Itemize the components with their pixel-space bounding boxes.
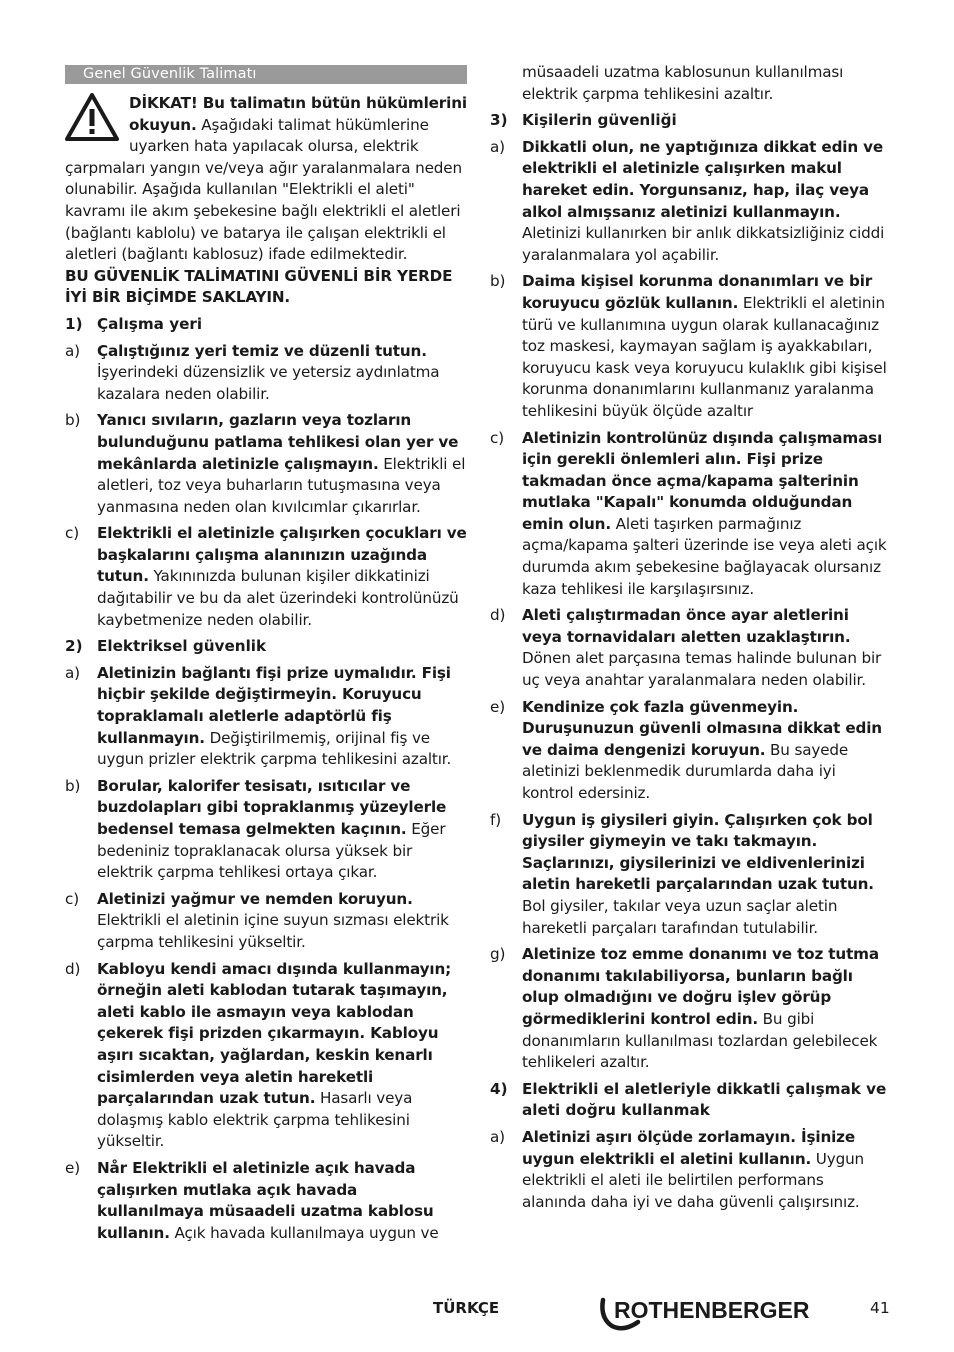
item-4a: a) Aletinizi aşırı ölçüde zorlamayın. İşinize uygun elektrikli el aletini kullanın. Uygun elektrikli el aleti ile belirtilen performans alanında daha iyi ve daha güvenli çalışırsınız.: [490, 1127, 865, 1211]
item-1b: b) Yanıcı sıvıların, gazların veya tozların bulunduğunu patlama tehlikesi olan yer ve mekânlarda aletinizle çalışmayın. Elektrikli el aletleri, toz veya buharların tutuşmasına veya yanmasına neden olan kıvılcımlar çıkarırlar.: [65, 411, 466, 516]
item-1c: c) Elektrikli el aletinizle çalışırken çocukları ve başkalarını çalışma alanınızın uzağında tutun. Yakınınızda bulunan kişiler dikkatinizi dağıtabilir ve bu da alet üzerindeki kontrolünüzü kaybetmenize neden olabilir.: [65, 524, 467, 629]
item-3g: g) Aletinize toz emme donanımı ve toz tutma donanımı takılabiliyorsa, bunların bağlı olup olmadığını ve doğru işlev görüp görmediklerini kontrol edin. Bu gibi donanımların kullanılması tozlardan gelebilecek tehlikeleri azaltır.: [490, 945, 879, 1072]
item-3b: b) Daima kişisel korunma donanımları ve bir koruyucu gözlük kullanın. Elektrikli el aletinin türü ve kullanımına uygun olarak kullanacağınız toz maskesi, kaymayan sağlam iş ayakkabıları, koruyucu kask veya koruyucu kulaklık gibi kişisel korunma donanımlarını kullanmanız yaralanma tehlikesini büyük ölçüde azaltır: [490, 272, 887, 420]
warning-text: DİKKAT! Bu talimatın bütün hükümlerini okuyun. Aşağıdaki talimat hükümlerine uyarken hata yapılacak olursa, elektrik çarpmaları yangın ve/veya ağır yaralanmalara neden olunabilir. Aşağıda kullanılan "Elektrikli el aleti" kavramı ile akım şebekesine bağlı elektrikli el aletleri (bağlantı kablolu) ve batarya ile çalışan elektrikli el aletleri (bağlantı kablosuz) ifade edilmektedir.: [65, 94, 467, 264]
footer-language: TÜRKÇE: [433, 1299, 500, 1317]
item-3d: d) Aleti çalıştırmadan önce ayar aletlerini veya tornavidaları aletten uzaklaştırın. Dönen alet parçasına temas halinde bulunan bir uç veya anahtar yaralanmalara neden olabilir.: [490, 606, 882, 690]
left-column: [65, 62, 467, 1244]
page-number: 41: [870, 1299, 890, 1317]
item-2b: b) Borular, kalorifer tesisatı, ısıtıcılar ve buzdolapları gibi topraklanmış yüzeylerle bedensel temasa gelmekten kaçının. Eğer bedeniniz topraklanacak olursa yüksek bir elektrik çarpma tehlikesi ortaya çıkar.: [65, 776, 447, 882]
brand-logo: [598, 1292, 838, 1334]
section-1-heading: 1) Çalışma yeri: [65, 314, 203, 333]
item-3c: c) Aletinizin kontrolünüz dışında çalışmaması için gerekli önlemleri alın. Fişi prize takmadan önce açma/kapama şalterinin mutlaka "Kapalı" konumda olduğundan emin olun. Aleti taşırken parmağınız açma/kapama şalteri üzerinde ise veya aleti açık durumda akım şebekesine bağlayacak olursanız kaza tehlikesi ile karşılaşırsınız.: [490, 428, 887, 598]
keep-instructions: BU GÜVENLİK TALİMATINI GÜVENLİ BİR YERDE İYİ BİR BİÇİMDE SAKLAYIN.: [65, 266, 453, 307]
item-2a: a) Aletinizin bağlantı fişi prize uymalıdır. Fişi hiçbir şekilde değiştirmeyin. Koruyucu topraklamalı aletlerle adaptörlü fiş kullanmayın. Değiştirilmemiş, orijinal fiş ve uygun prizler elektrik çarpma tehlikesini azaltır.: [65, 663, 452, 769]
item-2e: e) Når Elektrikli el aletinizle açık havada çalışırken mutlaka açık havada kullanılmaya müsaadeli uzatma kablosu kullanın. Açık havada kullanılmaya uygun ve: [65, 1158, 439, 1242]
warning-block: [65, 93, 467, 309]
right-column: [490, 62, 890, 1213]
section-2-heading: 2) Elektriksel güvenlik: [65, 637, 267, 656]
section-header: Genel Güvenlik Talimatı: [65, 65, 467, 84]
item-2d: d) Kabloyu kendi amacı dışında kullanmayın; örneğin aleti kablodan tutarak taşımayın, aleti kablo ile asmayın veya kablodan çekerek fişi prizden çıkarmayın. Kabloyu aşırı sıcaktan, yağlardan, keskin kenarlı cisimlerden veya aletin hareketli parçalarından uzak tutun. Hasarlı veya dolaşmış kablo elektrik çarpma tehlikesini yükseltir.: [65, 959, 452, 1151]
warning-triangle-icon: [65, 93, 119, 141]
item-2e-continued: müsaadeli uzatma kablosunun kullanılması elektrik çarpma tehlikesini azaltır.: [522, 63, 844, 103]
item-3a: a) Dikkatli olun, ne yaptığınıza dikkat edin ve elektrikli el aletinizle çalışırken makul hareket edin. Yorgunsanız, hap, ilaç veya alkol almışsanız aletinizi kullanmayın. Aletinizi kullanırken bir anlık dikkatsizliğiniz ciddi yaralanmalara yol açabilir.: [490, 137, 885, 264]
brand-name: ROTHENBERGER: [614, 1297, 810, 1323]
section-3-heading: 3) Kişilerin güvenliği: [490, 111, 677, 130]
section-4-heading: 4) Elektrikli el aletleriyle dikkatli çalışmak ve aleti doğru kullanmak: [490, 1079, 887, 1120]
item-3e: e) Kendinize çok fazla güvenmeyin. Duruşunuzun güvenli olmasına dikkat edin ve daima dengenizi koruyun. Bu sayede aletinizi beklenmedik durumlarda daha iyi kontrol edersiniz.: [490, 697, 882, 802]
item-3f: f) Uygun iş giysileri giyin. Çalışırken çok bol giysiler giymeyin ve takı takmayın. Saçlarınızı, giysilerinizi ve eldivenlerinizi aletin hareketli parçalarından uzak tutun. Bol giysiler, takılar veya uzun saçlar aletin hareketli parçaları tarafından tutulabilir.: [490, 810, 874, 937]
item-2c: c) Aletinizi yağmur ve nemden koruyun. Elektrikli el aletinin içine suyun sızması elektrik çarpma tehlikesini yükseltir.: [65, 889, 449, 951]
item-1a: a) Çalıştığınız yeri temiz ve düzenli tutun. İşyerindeki düzensizlik ve yetersiz aydınlatma kazalara neden olabilir.: [65, 341, 440, 403]
